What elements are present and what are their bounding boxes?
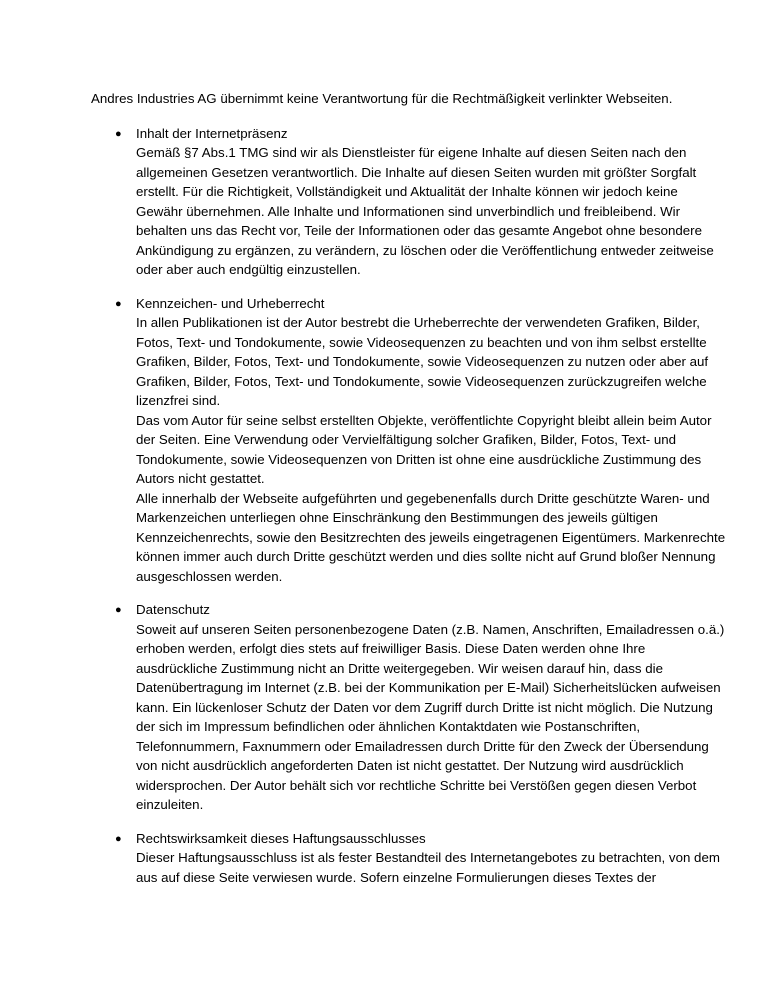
- section-paragraph: Dieser Haftungsausschluss ist als fester Bestandteil des Internetangebotes zu betrachten, von dem aus auf diese Seite verwiesen wurde. Sofern einzelne Formulierungen dieses Textes der: [136, 850, 720, 885]
- section-title: Inhalt der Internetpräsenz: [136, 125, 288, 141]
- disclaimer-list: [91, 124, 728, 888]
- bullet-icon: ●: [115, 297, 122, 310]
- bullet-icon: ●: [115, 604, 122, 616]
- section-paragraph: In allen Publikationen ist der Autor bestrebt die Urheberrechte der verwendeten Grafiken, Bilder, Fotos, Text- und Tondokumente, sowie Videosequenzen zu beachten und von ihm selbst erstellte Grafiken, Bilder, Fotos, Text- und Tondokumente, sowie Videosequenzen zu nutzen oder aber auf Grafiken, Bilder, Fotos, Text- und Tondokumente, sowie Videosequenzen zurückzugreifen welche lizenzfrei sind.: [136, 315, 709, 408]
- section-title: Rechtswirksamkeit dieses Haftungsausschlusses: [136, 830, 426, 846]
- bullet-icon: ●: [115, 127, 122, 140]
- section-paragraph: Gemäß §7 Abs.1 TMG sind wir als Dienstleister für eigene Inhalte auf diesen Seiten nach den allgemeinen Gesetzen verantwortlich. Die Inhalte auf diesen Seiten wurden mit größter Sorgfalt erstellt. Für die Richtigkeit, Vollständigkeit und Aktualität der Inhalte können wir jedoch keine Gewähr übernehmen. Alle Inhalte und Informationen sind unverbindlich und freibleibend. Wir behalten uns das Recht vor, Teile der Informationen oder das gesamte Angebot ohne besondere Ankündigung zu ergänzen, zu verändern, zu löschen oder die Veröffentlichung entweder zeitweise oder aber auch endgültig einzustellen.: [136, 145, 714, 277]
- section-paragraph: Das vom Autor für seine selbst erstellten Objekte, veröffentlichte Copyright bleibt allein beim Autor der Seiten. Eine Verwendung oder Vervielfältigung solcher Grafiken, Bilder, Fotos, Text- und Tondokumente, sowie Videosequenzen von Dritten ist ohne eine ausdrückliche Zustimmung des Autors nicht gestattet.: [136, 412, 712, 486]
- intro-text: Andres Industries AG übernimmt keine Verantwortung für die Rechtmäßigkeit verlinkter Webseiten.: [91, 91, 673, 106]
- bullet-icon: ●: [115, 832, 122, 845]
- list-item-legal-validity: [91, 829, 728, 888]
- list-item-privacy: [91, 600, 728, 815]
- list-item-copyright: [91, 294, 728, 587]
- section-title: Datenschutz: [136, 602, 210, 617]
- section-title: Kennzeichen- und Urheberrecht: [136, 295, 325, 311]
- section-paragraph: Alle innerhalb der Webseite aufgeführten und gegebenenfalls durch Dritte geschützte Waren- und Markenzeichen unterliegen ohne Einschränkung den Bestimmungen des jeweils gültigen Kennzeichenrechts, sowie den Besitzrechten des jeweils eingetragenen Eigentümers. Markenrechte können immer auch durch Dritte geschützt werden und dies sollte nicht auf Grund bloßer Nennung ausgeschlossen werden.: [136, 490, 726, 584]
- list-item-content: [91, 124, 728, 280]
- section-paragraph: Soweit auf unseren Seiten personenbezogene Daten (z.B. Namen, Anschriften, Emailadressen o.ä.) erhoben werden, erfolgt dies stets auf freiwilliger Basis. Diese Daten werden ohne Ihre ausdrückliche Zustimmung nicht an Dritte weitergegeben. Wir weisen darauf hin, dass die Datenübertragung im Internet (z.B. bei der Kommunikation per E-Mail) Sicherheitslücken aufweisen kann. Ein lückenloser Schutz der Daten vor dem Zugriff durch Dritte ist nicht möglich. Die Nutzung der sich im Impressum befindlichen oder ähnlichen Kontaktdaten wie Postanschriften, Telefonnummern, Faxnummern oder Emailadressen durch Dritte für den Zweck der Übersendung von nicht ausdrücklich angeforderten Daten ist nicht gestattet. Der Nutzung wird ausdrücklich widersprochen. Der Autor behält sich vor rechtliche Schritte bei Verstößen gegen diesen Verbot einzuleiten.: [136, 621, 725, 812]
